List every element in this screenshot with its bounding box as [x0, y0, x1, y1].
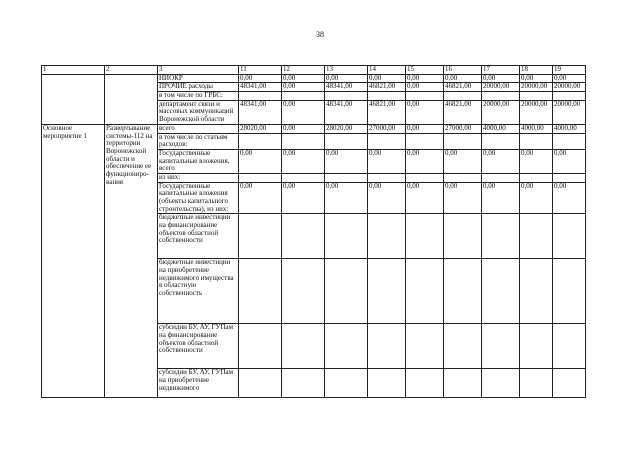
value-cell: 0,00: [239, 149, 282, 173]
value-cell: [520, 369, 553, 398]
value-cell: 27000,00: [368, 124, 406, 133]
value-cell: 0,00: [325, 74, 368, 83]
value-cell: [282, 173, 325, 182]
value-cell: [325, 214, 368, 259]
row-label-cell: бюджетные инвестиции на приобретение недвижимого имущества в областную собственность: [158, 259, 239, 324]
value-cell: [406, 173, 444, 182]
value-cell: [325, 133, 368, 149]
value-cell: [553, 214, 586, 259]
column-header-cell: 3: [158, 66, 239, 75]
value-cell: [444, 173, 482, 182]
column-header-cell: 11: [239, 66, 282, 75]
value-cell: [553, 173, 586, 182]
value-cell: 0,00: [368, 182, 406, 214]
row-label-cell: в том числе по статьям расходов:: [158, 133, 239, 149]
value-cell: 0,00: [520, 74, 553, 83]
value-cell: [406, 259, 444, 324]
value-cell: [406, 92, 444, 101]
row-label-cell: в том числе по ГРБС:: [158, 92, 239, 101]
value-cell: 4000,00: [520, 124, 553, 133]
value-cell: 28020,00: [325, 124, 368, 133]
value-cell: [444, 133, 482, 149]
value-cell: [368, 259, 406, 324]
row-label-cell: всего: [158, 124, 239, 133]
value-cell: [520, 173, 553, 182]
value-cell: 28020,00: [239, 124, 282, 133]
value-cell: [553, 92, 586, 101]
value-cell: 0,00: [325, 149, 368, 173]
value-cell: [239, 369, 282, 398]
value-cell: [325, 173, 368, 182]
value-cell: 0,00: [325, 182, 368, 214]
row-label-cell: из них:: [158, 173, 239, 182]
value-cell: 0,00: [444, 74, 482, 83]
value-cell: 0,00: [406, 149, 444, 173]
value-cell: [282, 92, 325, 101]
value-cell: 0,00: [239, 74, 282, 83]
value-cell: [239, 214, 282, 259]
row-label-cell: Государственные капитальные вложения, всего: [158, 149, 239, 173]
row-label-cell: Государственные капитальные вложения (объекты капитального строительства), из них:: [158, 182, 239, 214]
column-header-cell: 18: [520, 66, 553, 75]
value-cell: [482, 214, 520, 259]
row-label-cell: субсидии БУ, АУ, ГУПам на финансирование объектов областной собственности: [158, 324, 239, 369]
value-cell: [520, 214, 553, 259]
value-cell: 0,00: [520, 149, 553, 173]
column-header-cell: 14: [368, 66, 406, 75]
value-cell: 46821,00: [368, 100, 406, 124]
value-cell: [482, 369, 520, 398]
budget-table: [41, 65, 586, 398]
value-cell: [482, 259, 520, 324]
value-cell: 27000,00: [444, 124, 482, 133]
value-cell: [368, 133, 406, 149]
value-cell: 0,00: [482, 74, 520, 83]
value-cell: [444, 259, 482, 324]
value-cell: 0,00: [239, 182, 282, 214]
value-cell: [239, 259, 282, 324]
value-cell: 48341,00: [325, 83, 368, 92]
value-cell: [282, 259, 325, 324]
value-cell: 48341,00: [239, 83, 282, 92]
value-cell: [368, 369, 406, 398]
row-label-cell: субсидии БУ, АУ, ГУПам на приобретение недвижимого: [158, 369, 239, 398]
column-header-cell: 12: [282, 66, 325, 75]
value-cell: 4000,00: [482, 124, 520, 133]
column-header-cell: 19: [553, 66, 586, 75]
row-label-cell: бюджетные инвестиции на финансирование объектов областной собственности: [158, 214, 239, 259]
value-cell: 4000,00: [553, 124, 586, 133]
value-cell: [520, 133, 553, 149]
value-cell: [282, 133, 325, 149]
value-cell: [482, 173, 520, 182]
value-cell: [325, 324, 368, 369]
value-cell: [444, 369, 482, 398]
value-cell: [239, 324, 282, 369]
value-cell: 20000,00: [482, 100, 520, 124]
value-cell: 48341,00: [325, 100, 368, 124]
value-cell: 0,00: [368, 74, 406, 83]
column-header-cell: 2: [105, 66, 158, 75]
measure-description-cell: Развертывание системы-112 на территории Воронежской области и обеспечение ее функциониро-вания: [105, 124, 158, 398]
value-cell: [520, 259, 553, 324]
value-cell: [239, 92, 282, 101]
value-cell: 46821,00: [368, 83, 406, 92]
value-cell: [325, 259, 368, 324]
value-cell: 0,00: [406, 74, 444, 83]
table-row: [42, 74, 586, 83]
row-group-cell: [105, 74, 158, 124]
value-cell: 0,00: [282, 83, 325, 92]
column-header-cell: 1: [42, 66, 105, 75]
value-cell: 0,00: [282, 100, 325, 124]
value-cell: [482, 92, 520, 101]
value-cell: 0,00: [444, 182, 482, 214]
value-cell: 0,00: [282, 74, 325, 83]
value-cell: [553, 259, 586, 324]
value-cell: 0,00: [553, 182, 586, 214]
row-label-cell: НИОКР: [158, 74, 239, 83]
column-header-cell: 16: [444, 66, 482, 75]
value-cell: 0,00: [406, 100, 444, 124]
value-cell: 0,00: [406, 124, 444, 133]
value-cell: [406, 214, 444, 259]
value-cell: [553, 324, 586, 369]
value-cell: 20000,00: [520, 83, 553, 92]
value-cell: 20000,00: [553, 83, 586, 92]
page-number: 38: [316, 30, 324, 39]
row-label-cell: департамент связи и массовых коммуникаций Воронежской области: [158, 100, 239, 124]
value-cell: [239, 173, 282, 182]
value-cell: [444, 92, 482, 101]
value-cell: 46821,00: [444, 100, 482, 124]
value-cell: 20000,00: [520, 100, 553, 124]
value-cell: 0,00: [520, 182, 553, 214]
column-header-cell: 13: [325, 66, 368, 75]
value-cell: [482, 324, 520, 369]
value-cell: [406, 369, 444, 398]
value-cell: [520, 92, 553, 101]
value-cell: [406, 133, 444, 149]
value-cell: [368, 214, 406, 259]
value-cell: 0,00: [482, 149, 520, 173]
table-row: [42, 124, 586, 133]
value-cell: 0,00: [282, 182, 325, 214]
value-cell: [406, 324, 444, 369]
column-header-cell: 17: [482, 66, 520, 75]
value-cell: [553, 369, 586, 398]
value-cell: 0,00: [406, 182, 444, 214]
value-cell: [444, 214, 482, 259]
value-cell: 0,00: [282, 149, 325, 173]
value-cell: [282, 214, 325, 259]
value-cell: [520, 324, 553, 369]
value-cell: [282, 369, 325, 398]
value-cell: [444, 324, 482, 369]
value-cell: [325, 369, 368, 398]
header-row: [42, 66, 586, 75]
value-cell: [482, 133, 520, 149]
value-cell: 0,00: [553, 74, 586, 83]
value-cell: 20000,00: [482, 83, 520, 92]
value-cell: [325, 92, 368, 101]
value-cell: 0,00: [444, 149, 482, 173]
value-cell: 0,00: [553, 149, 586, 173]
value-cell: [368, 173, 406, 182]
value-cell: [368, 92, 406, 101]
value-cell: 0,00: [282, 124, 325, 133]
value-cell: 0,00: [482, 182, 520, 214]
value-cell: 46821,00: [444, 83, 482, 92]
value-cell: 20000,00: [553, 100, 586, 124]
measure-name-cell: Основное мероприятие 1: [42, 124, 105, 398]
value-cell: 0,00: [368, 149, 406, 173]
column-header-cell: 15: [406, 66, 444, 75]
row-label-cell: ПРОЧИЕ расходы: [158, 83, 239, 92]
value-cell: [368, 324, 406, 369]
value-cell: 0,00: [406, 83, 444, 92]
row-group-cell: [42, 74, 105, 124]
value-cell: [282, 324, 325, 369]
value-cell: 48341,00: [239, 100, 282, 124]
value-cell: [239, 133, 282, 149]
value-cell: [553, 133, 586, 149]
